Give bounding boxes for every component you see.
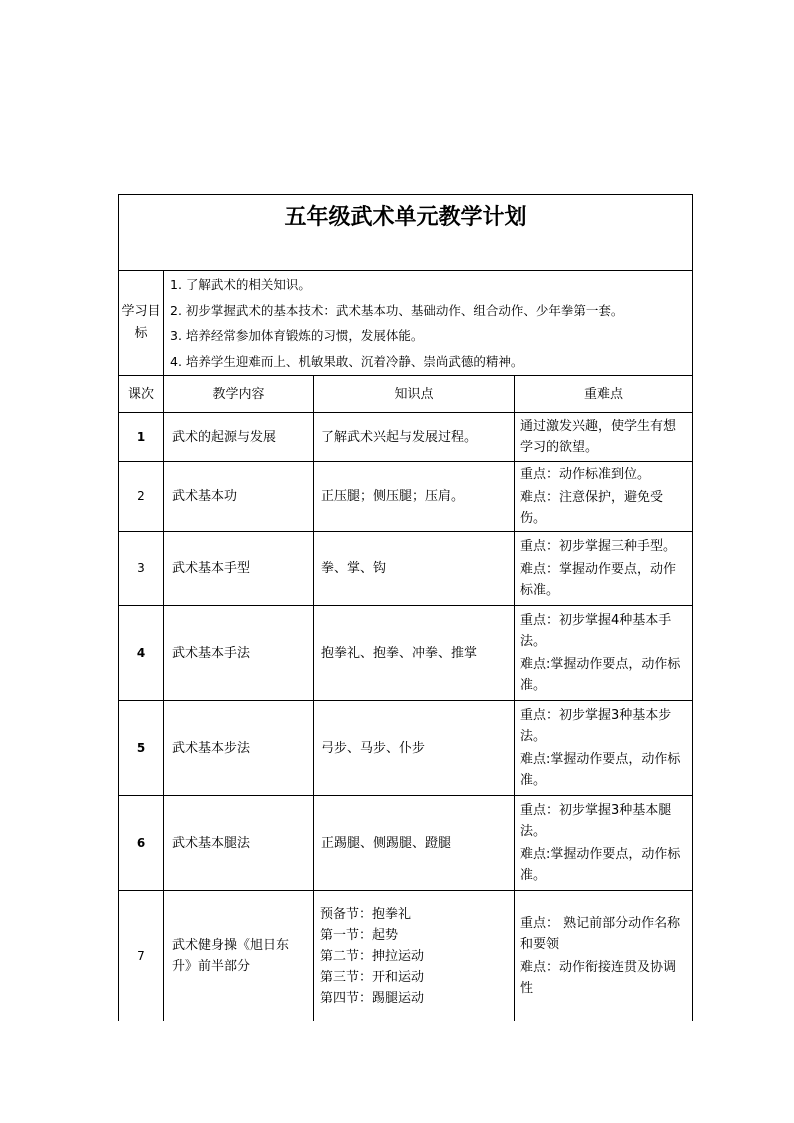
knowledge-line: 第三节：开和运动 (320, 969, 425, 985)
lesson-number: 4 (119, 606, 164, 701)
point-line: 重点：初步掌握3种基本步法。 (520, 708, 672, 744)
lesson-content: 武术的起源与发展 (164, 413, 314, 462)
header-difficulty: 重难点 (515, 376, 693, 413)
key-difficult-points (515, 532, 693, 606)
knowledge-line: 第一节：起势 (320, 927, 399, 943)
goals-label: 学习目标 (119, 271, 164, 376)
key-difficult-points (515, 796, 693, 891)
knowledge-line: 了解武术兴起与发展过程。 (321, 429, 478, 445)
key-difficult-points (515, 891, 693, 1022)
table-row (119, 891, 693, 1022)
lesson-number: 1 (119, 413, 164, 462)
knowledge-points (314, 891, 515, 1022)
table-header-row (119, 376, 693, 413)
lesson-content: 武术基本腿法 (164, 796, 314, 891)
lesson-plan-table (118, 194, 693, 1021)
lesson-plan-document (118, 194, 692, 1021)
key-difficult-points (515, 606, 693, 701)
lesson-number: 3 (119, 532, 164, 606)
header-lesson: 课次 (119, 376, 164, 413)
point-line: 通过激发兴趣，使学生有想学习的欲望。 (520, 419, 677, 455)
lesson-content: 武术基本手法 (164, 606, 314, 701)
lesson-number: 7 (119, 891, 164, 1022)
key-difficult-points (515, 462, 693, 532)
knowledge-line: 第四节：踢腿运动 (320, 990, 425, 1006)
point-line: 难点：掌握动作要点，动作标准。 (520, 562, 677, 598)
point-line: 重点：初步掌握4种基本手法。 (520, 613, 672, 649)
knowledge-points (314, 532, 515, 606)
table-row (119, 413, 693, 462)
knowledge-line: 弓步、马步、仆步 (321, 740, 426, 756)
lesson-number: 6 (119, 796, 164, 891)
knowledge-line: 拳、掌、钩 (321, 561, 387, 576)
table-row (119, 796, 693, 891)
lesson-number: 5 (119, 701, 164, 796)
knowledge-points (314, 606, 515, 701)
point-line: 难点：动作衔接连贯及协调性 (520, 960, 677, 996)
lesson-content: 武术基本功 (164, 462, 314, 532)
goal-item: 1. 了解武术的相关知识。 (170, 277, 311, 292)
knowledge-points (314, 462, 515, 532)
goal-item: 3. 培养经常参加体育锻炼的习惯，发展体能。 (170, 328, 424, 343)
knowledge-line: 正踢腿、侧踢腿、蹬腿 (321, 835, 452, 851)
lesson-number: 2 (119, 462, 164, 532)
knowledge-points (314, 796, 515, 891)
knowledge-line: 正压腿；侧压腿；压肩。 (321, 489, 465, 504)
key-difficult-points (515, 701, 693, 796)
table-row (119, 462, 693, 532)
knowledge-line: 第二节：抻拉运动 (320, 948, 425, 964)
point-line: 重点：初步掌握3种基本腿法。 (520, 803, 672, 839)
header-knowledge: 知识点 (314, 376, 515, 413)
goal-item: 2. 初步掌握武术的基本技术：武术基本功、基础动作、组合动作、少年拳第一套。 (170, 302, 624, 318)
table-row (119, 606, 693, 701)
point-line: 重点：动作标准到位。 (520, 467, 651, 482)
point-line: 重点：初步掌握三种手型。 (520, 539, 677, 554)
lesson-content: 武术健身操《旭日东升》前半部分 (164, 891, 314, 1022)
goal-item: 4. 培养学生迎难而上、机敏果敢、沉着冷静、崇尚武德的精神。 (170, 353, 524, 369)
point-line: 难点:掌握动作要点，动作标准。 (520, 847, 681, 883)
knowledge-line: 预备节：抱拳礼 (320, 906, 412, 922)
lesson-content: 武术基本步法 (164, 701, 314, 796)
point-line: 难点:掌握动作要点，动作标准。 (520, 752, 681, 788)
goals-cell (164, 271, 693, 376)
point-line: 难点：注意保护，避免受伤。 (520, 490, 664, 526)
lesson-content: 武术基本手型 (164, 532, 314, 606)
key-difficult-points (515, 413, 693, 462)
header-content: 教学内容 (164, 376, 314, 413)
knowledge-points (314, 701, 515, 796)
point-line: 难点:掌握动作要点，动作标准。 (520, 657, 681, 693)
table-row (119, 701, 693, 796)
table-row (119, 532, 693, 606)
page-title: 五年级武术单元教学计划 (119, 195, 693, 271)
point-line: 重点： 熟记前部分动作名称和要领 (520, 916, 681, 952)
knowledge-line: 抱拳礼、抱拳、冲拳、推掌 (321, 645, 478, 661)
knowledge-points (314, 413, 515, 462)
